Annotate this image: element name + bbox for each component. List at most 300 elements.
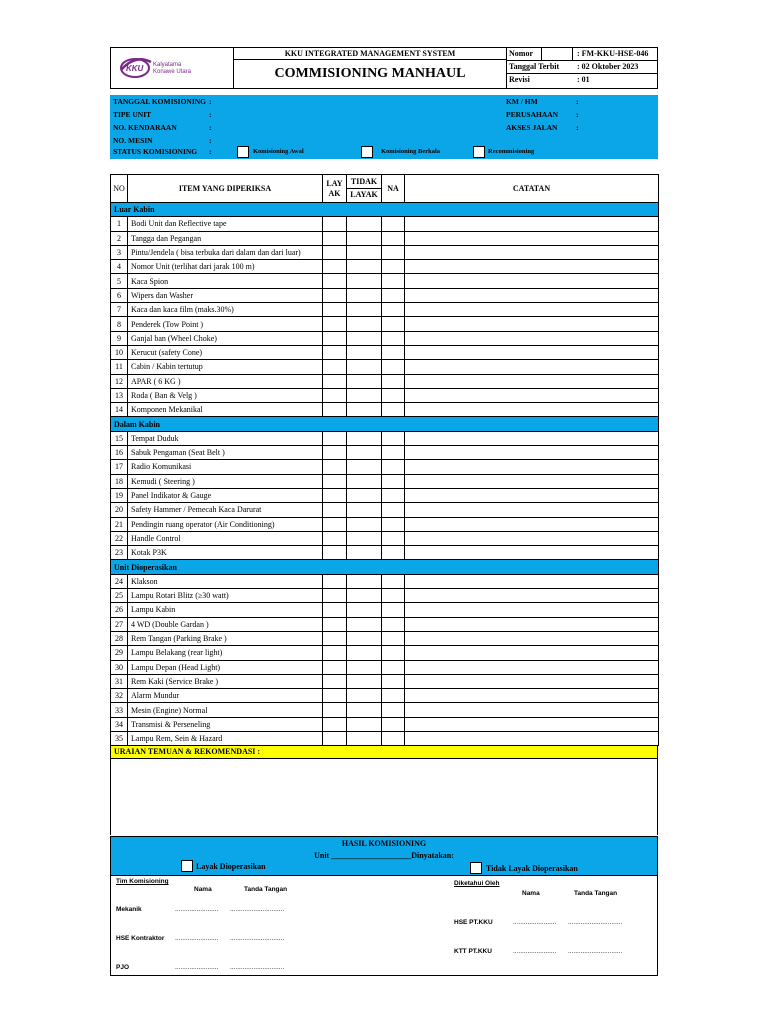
tidak-layak-cell[interactable] — [347, 531, 382, 545]
doc-title: COMMISIONING MANHAUL — [274, 66, 466, 81]
item-number: 17 — [111, 460, 128, 474]
sig-right-title: Diketahui Oleh — [454, 880, 500, 887]
catatan-cell[interactable] — [405, 474, 659, 488]
tidak-layak-cell[interactable] — [347, 574, 382, 588]
layak-cell[interactable] — [323, 331, 347, 345]
sig-left-title: Tim Komisioning — [116, 878, 169, 885]
na-cell[interactable] — [382, 460, 405, 474]
catatan-cell[interactable] — [405, 660, 659, 674]
table-row — [111, 646, 659, 660]
na-cell[interactable] — [382, 446, 405, 460]
status-awal-label: Komisioning Awal — [253, 148, 304, 155]
catatan-cell[interactable] — [405, 288, 659, 302]
catatan-cell[interactable] — [405, 674, 659, 688]
checklist-container — [110, 174, 658, 835]
sig-mekanik-name[interactable]: ........................ — [175, 906, 219, 913]
layak-cell[interactable] — [323, 360, 347, 374]
tidak-layak-cell[interactable] — [347, 474, 382, 488]
item-text: Cabin / Kabin tertutup — [128, 360, 323, 374]
item-text: Rem Kaki (Service Brake ) — [128, 674, 323, 688]
sig-hse-kku-label: HSE PT.KKU — [454, 919, 493, 926]
na-cell[interactable] — [382, 603, 405, 617]
item-text: Kerucut (safety Cone) — [128, 345, 323, 359]
na-cell[interactable] — [382, 474, 405, 488]
na-cell[interactable] — [382, 331, 405, 345]
sig-ktt-kku-sign[interactable]: .............................. — [568, 948, 623, 955]
item-number: 19 — [111, 488, 128, 502]
table-row — [111, 617, 659, 631]
layak-cell[interactable] — [323, 245, 347, 259]
layak-cell[interactable] — [323, 603, 347, 617]
item-number: 9 — [111, 331, 128, 345]
layak-cell[interactable] — [323, 631, 347, 645]
layak-cell[interactable] — [323, 474, 347, 488]
layak-cell[interactable] — [323, 460, 347, 474]
info-status-row: STATUS KOMISIONING : Komisioning Awal Komisioning Berkala Recommisioning — [113, 147, 535, 156]
na-cell[interactable] — [382, 288, 405, 302]
meta-nomor-label: Nomor — [509, 49, 533, 58]
layak-cell[interactable] — [323, 617, 347, 631]
item-number: 11 — [111, 360, 128, 374]
na-cell[interactable] — [382, 717, 405, 731]
tidak-layak-cell[interactable] — [347, 631, 382, 645]
col-na-header: NA — [382, 175, 405, 203]
table-row — [111, 231, 659, 245]
item-text: Roda ( Ban & Velg ) — [128, 388, 323, 402]
catatan-cell[interactable] — [405, 546, 659, 560]
meta-revisi-value: : 01 — [577, 75, 590, 84]
sig-ktt-kku-name[interactable]: ........................ — [513, 948, 557, 955]
item-text: Bodi Unit dan Reflective tape — [128, 217, 323, 231]
table-row — [111, 674, 659, 688]
section-title: Dalam Kabin — [111, 417, 659, 431]
table-row — [111, 731, 659, 745]
table-row — [111, 274, 659, 288]
catatan-cell[interactable] — [405, 603, 659, 617]
checklist-body — [111, 203, 659, 746]
item-number: 29 — [111, 646, 128, 660]
layak-cell[interactable] — [323, 674, 347, 688]
item-number: 7 — [111, 303, 128, 317]
item-number: 27 — [111, 617, 128, 631]
sig-mekanik-sign[interactable]: .............................. — [230, 906, 285, 913]
layak-cell[interactable] — [323, 431, 347, 445]
na-cell[interactable] — [382, 374, 405, 388]
item-number: 26 — [111, 603, 128, 617]
tidak-layak-cell[interactable] — [347, 403, 382, 417]
section-title: Luar Kabin — [111, 203, 659, 217]
table-row — [111, 431, 659, 445]
na-cell[interactable] — [382, 274, 405, 288]
layak-cell[interactable] — [323, 574, 347, 588]
na-cell[interactable] — [382, 631, 405, 645]
layak-cell[interactable] — [323, 488, 347, 502]
item-text: Sabuk Pengaman (Seat Belt ) — [128, 446, 323, 460]
catatan-cell[interactable] — [405, 589, 659, 603]
na-cell[interactable] — [382, 517, 405, 531]
layak-cell[interactable] — [323, 388, 347, 402]
tidak-layak-cell[interactable] — [347, 603, 382, 617]
na-cell[interactable] — [382, 231, 405, 245]
tidak-layak-cell[interactable] — [347, 617, 382, 631]
tidak-layak-cell[interactable] — [347, 431, 382, 445]
na-cell[interactable] — [382, 703, 405, 717]
layak-cell[interactable] — [323, 446, 347, 460]
meta-revisi-label: Revisi — [509, 75, 530, 84]
table-row — [111, 260, 659, 274]
tidak-layak-cell[interactable] — [347, 546, 382, 560]
item-number: 13 — [111, 388, 128, 402]
table-row — [111, 603, 659, 617]
tidak-layak-cell[interactable] — [347, 345, 382, 359]
item-text: Tempat Duduk — [128, 431, 323, 445]
item-number: 35 — [111, 731, 128, 745]
tidak-layak-cell[interactable] — [347, 731, 382, 745]
na-cell[interactable] — [382, 488, 405, 502]
section-row — [111, 417, 659, 431]
item-text: Safety Hammer / Pemecah Kaca Darurat — [128, 503, 323, 517]
svg-text:KKU: KKU — [126, 64, 144, 73]
na-cell[interactable] — [382, 403, 405, 417]
sig-mekanik-label: Mekanik — [116, 906, 142, 913]
table-row — [111, 288, 659, 302]
info-left: TANGGAL KOMISIONING : TIPE UNIT : NO. KENDARAAN : NO. MESIN : — [113, 97, 212, 145]
sig-right-col-sign: Tanda Tangan — [574, 890, 618, 897]
layak-cell[interactable] — [323, 274, 347, 288]
tidak-layak-cell[interactable] — [347, 374, 382, 388]
item-number: 10 — [111, 345, 128, 359]
table-row — [111, 517, 659, 531]
layak-cell[interactable] — [323, 689, 347, 703]
status-awal-checkbox[interactable] — [237, 146, 249, 158]
item-text: Tangga dan Pegangan — [128, 231, 323, 245]
na-cell[interactable] — [382, 731, 405, 745]
system-title: KKU INTEGRATED MANAGEMENT SYSTEM — [284, 49, 456, 58]
na-cell[interactable] — [382, 260, 405, 274]
catatan-cell[interactable] — [405, 260, 659, 274]
sig-left-col-name: Nama — [194, 886, 212, 893]
layak-cell[interactable] — [323, 260, 347, 274]
tidak-layak-cell[interactable] — [347, 646, 382, 660]
result-block — [110, 836, 658, 876]
na-cell[interactable] — [382, 574, 405, 588]
company-logo-icon — [113, 48, 233, 88]
catatan-cell[interactable] — [405, 231, 659, 245]
status-berkala-checkbox[interactable] — [361, 146, 373, 158]
tidak-layak-cell[interactable] — [347, 317, 382, 331]
sig-hse-kku-name[interactable]: ........................ — [513, 919, 557, 926]
catatan-cell[interactable] — [405, 646, 659, 660]
table-row — [111, 446, 659, 460]
na-cell[interactable] — [382, 360, 405, 374]
na-cell[interactable] — [382, 589, 405, 603]
catatan-cell[interactable] — [405, 317, 659, 331]
catatan-cell[interactable] — [405, 403, 659, 417]
item-text: Lampu Depan (Head Light) — [128, 660, 323, 674]
sig-pjo-name[interactable]: ........................ — [175, 964, 219, 971]
tidak-layak-cell[interactable] — [347, 460, 382, 474]
layak-cell[interactable] — [323, 731, 347, 745]
na-cell[interactable] — [382, 388, 405, 402]
tidak-layak-cell[interactable] — [347, 660, 382, 674]
layak-cell[interactable] — [323, 217, 347, 231]
system-title-cell — [234, 48, 507, 60]
info-km-label: KM / HM — [506, 97, 538, 106]
info-mesin-label: NO. MESIN — [113, 136, 153, 145]
findings-textarea[interactable] — [110, 759, 658, 835]
catatan-cell[interactable] — [405, 488, 659, 502]
sig-pjo-label: PJO — [116, 964, 130, 971]
item-number: 21 — [111, 517, 128, 531]
sig-hse-kontraktor-sign[interactable]: .............................. — [230, 935, 285, 942]
item-text: Rem Tangan (Parking Brake ) — [128, 631, 323, 645]
findings-header — [110, 746, 658, 759]
na-cell[interactable] — [382, 303, 405, 317]
sig-right-col-name: Nama — [522, 890, 540, 897]
info-tanggal-label: TANGGAL KOMISIONING — [113, 97, 206, 106]
table-row — [111, 689, 659, 703]
info-status-label: STATUS KOMISIONING — [113, 147, 198, 156]
tidak-layak-cell[interactable] — [347, 231, 382, 245]
catatan-cell[interactable] — [405, 460, 659, 474]
tidak-layak-cell[interactable] — [347, 217, 382, 231]
item-number: 8 — [111, 317, 128, 331]
item-number: 2 — [111, 231, 128, 245]
tidak-layak-cell[interactable] — [347, 288, 382, 302]
catatan-cell[interactable] — [405, 446, 659, 460]
item-number: 12 — [111, 374, 128, 388]
sig-pjo-sign[interactable]: .............................. — [230, 964, 285, 971]
catatan-cell[interactable] — [405, 503, 659, 517]
item-number: 33 — [111, 703, 128, 717]
catatan-cell[interactable] — [405, 360, 659, 374]
item-text: Pintu/Jendela ( bisa terbuka dari dalam dan dari luar) — [128, 245, 323, 259]
checklist-table — [110, 174, 659, 746]
result-tidak-layak-checkbox[interactable] — [470, 862, 482, 874]
col-item-header: ITEM YANG DIPERIKSA — [128, 175, 323, 203]
catatan-cell[interactable] — [405, 374, 659, 388]
layak-cell[interactable] — [323, 531, 347, 545]
meta-tanggal-value: : 02 Oktober 2023 — [577, 62, 639, 71]
tidak-layak-cell[interactable] — [347, 360, 382, 374]
item-text: Alarm Mundur — [128, 689, 323, 703]
na-cell[interactable] — [382, 674, 405, 688]
table-row — [111, 374, 659, 388]
na-cell[interactable] — [382, 660, 405, 674]
sig-ktt-kku-label: KTT PT.KKU — [454, 948, 492, 955]
catatan-cell[interactable] — [405, 617, 659, 631]
layak-cell[interactable] — [323, 403, 347, 417]
layak-cell[interactable] — [323, 717, 347, 731]
result-layak-label: Layak Dioperasikan — [196, 862, 266, 871]
result-tidak-layak-label: Tidak Layak Dioperasikan — [486, 864, 578, 873]
catatan-cell[interactable] — [405, 345, 659, 359]
catatan-cell[interactable] — [405, 703, 659, 717]
na-cell[interactable] — [382, 431, 405, 445]
catatan-cell[interactable] — [405, 731, 659, 745]
tidak-layak-cell[interactable] — [347, 589, 382, 603]
info-perusahaan-label: PERUSAHAAN — [506, 110, 559, 119]
item-text: Nomor Unit (terlihat dari jarak 100 m) — [128, 260, 323, 274]
item-number: 4 — [111, 260, 128, 274]
catatan-cell[interactable] — [405, 689, 659, 703]
sig-left-col-sign: Tanda Tangan — [244, 886, 288, 893]
catatan-cell[interactable] — [405, 631, 659, 645]
table-row — [111, 360, 659, 374]
item-number: 32 — [111, 689, 128, 703]
item-text: Pendingin ruang operator (Air Conditioning) — [128, 517, 323, 531]
item-text: APAR ( 6 KG ) — [128, 374, 323, 388]
table-row — [111, 488, 659, 502]
layak-cell[interactable] — [323, 703, 347, 717]
layak-cell[interactable] — [323, 517, 347, 531]
table-row — [111, 546, 659, 560]
company-sub: Konawe Utara — [153, 69, 192, 75]
table-row — [111, 388, 659, 402]
table-row — [111, 403, 659, 417]
item-text: Transmisi & Perseneling — [128, 717, 323, 731]
section-title: Unit Dioperasikan — [111, 560, 659, 574]
tidak-layak-cell[interactable] — [347, 674, 382, 688]
item-text: Handle Control — [128, 531, 323, 545]
tidak-layak-cell[interactable] — [347, 703, 382, 717]
tidak-layak-cell[interactable] — [347, 517, 382, 531]
na-cell[interactable] — [382, 245, 405, 259]
catatan-cell[interactable] — [405, 217, 659, 231]
doc-title-cell — [234, 60, 507, 88]
catatan-cell[interactable] — [405, 388, 659, 402]
table-row — [111, 345, 659, 359]
layak-cell[interactable] — [323, 288, 347, 302]
layak-cell[interactable] — [323, 660, 347, 674]
catatan-cell[interactable] — [405, 431, 659, 445]
table-row — [111, 303, 659, 317]
catatan-cell[interactable] — [405, 517, 659, 531]
document-header — [110, 47, 658, 89]
tidak-layak-cell[interactable] — [347, 503, 382, 517]
layak-cell[interactable] — [323, 374, 347, 388]
layak-cell[interactable] — [323, 303, 347, 317]
info-akses-label: AKSES JALAN — [506, 123, 558, 132]
item-text: Kemudi ( Steering ) — [128, 474, 323, 488]
item-number: 20 — [111, 503, 128, 517]
item-number: 24 — [111, 574, 128, 588]
status-recommisioning-checkbox[interactable] — [473, 146, 485, 158]
table-row — [111, 331, 659, 345]
col-catatan-header: CATATAN — [405, 175, 659, 203]
table-row — [111, 574, 659, 588]
sig-hse-kontraktor-name[interactable]: ........................ — [175, 935, 219, 942]
item-number: 5 — [111, 274, 128, 288]
tidak-layak-cell[interactable] — [347, 689, 382, 703]
item-number: 6 — [111, 288, 128, 302]
table-row — [111, 317, 659, 331]
section-row — [111, 203, 659, 217]
item-text: Kaca Spion — [128, 274, 323, 288]
item-text: Klakson — [128, 574, 323, 588]
item-text: Penderek (Tow Point ) — [128, 317, 323, 331]
item-number: 3 — [111, 245, 128, 259]
na-cell[interactable] — [382, 531, 405, 545]
item-number: 34 — [111, 717, 128, 731]
catatan-cell[interactable] — [405, 531, 659, 545]
item-text: Mesin (Engine) Normal — [128, 703, 323, 717]
item-text: Kaca dan kaca film (maks.30%) — [128, 303, 323, 317]
meta-tanggal-label: Tanggal Terbit — [509, 62, 560, 71]
col-layak-header: LAY AK — [323, 175, 347, 203]
logo-cell — [111, 48, 234, 88]
item-number: 25 — [111, 589, 128, 603]
catatan-cell[interactable] — [405, 717, 659, 731]
tidak-layak-cell[interactable] — [347, 388, 382, 402]
layak-cell[interactable] — [323, 503, 347, 517]
na-cell[interactable] — [382, 646, 405, 660]
na-cell[interactable] — [382, 617, 405, 631]
na-cell[interactable] — [382, 546, 405, 560]
layak-cell[interactable] — [323, 231, 347, 245]
layak-cell[interactable] — [323, 546, 347, 560]
layak-cell[interactable] — [323, 646, 347, 660]
item-text: Komponen Mekanikal — [128, 403, 323, 417]
table-row — [111, 460, 659, 474]
layak-cell[interactable] — [323, 317, 347, 331]
tidak-layak-cell[interactable] — [347, 260, 382, 274]
item-number: 14 — [111, 403, 128, 417]
catatan-cell[interactable] — [405, 274, 659, 288]
info-kendaraan-label: NO. KENDARAAN — [113, 123, 177, 132]
status-recommisioning-label: Recommisioning — [488, 148, 535, 155]
catatan-cell[interactable] — [405, 303, 659, 317]
item-number: 23 — [111, 546, 128, 560]
findings-title: URAIAN TEMUAN & REKOMENDASI : — [114, 747, 261, 757]
item-text: 4 WD (Double Gardan ) — [128, 617, 323, 631]
item-text: Lampu Rem, Sein & Hazard — [128, 731, 323, 745]
na-cell[interactable] — [382, 503, 405, 517]
item-text: Lampu Rotari Blitz (≥30 watt) — [128, 589, 323, 603]
item-number: 31 — [111, 674, 128, 688]
na-cell[interactable] — [382, 689, 405, 703]
layak-cell[interactable] — [323, 345, 347, 359]
catatan-cell[interactable] — [405, 245, 659, 259]
item-text: Radio Komunikasi — [128, 460, 323, 474]
tidak-layak-cell[interactable] — [347, 446, 382, 460]
catatan-cell[interactable] — [405, 331, 659, 345]
table-row — [111, 660, 659, 674]
na-cell[interactable] — [382, 217, 405, 231]
item-number: 18 — [111, 474, 128, 488]
section-row — [111, 560, 659, 574]
item-text: Lampu Belakang (rear light) — [128, 646, 323, 660]
col-tidak-layak-header: TIDAK LAYAK — [347, 175, 382, 203]
layak-cell[interactable] — [323, 589, 347, 603]
tidak-layak-cell[interactable] — [347, 245, 382, 259]
tidak-layak-cell[interactable] — [347, 303, 382, 317]
tidak-layak-cell[interactable] — [347, 717, 382, 731]
result-layak-checkbox[interactable] — [181, 860, 193, 872]
tidak-layak-cell[interactable] — [347, 488, 382, 502]
meta-nomor-value: : FM-KKU-HSE-046 — [577, 49, 649, 58]
na-cell[interactable] — [382, 345, 405, 359]
table-header-row — [111, 175, 659, 203]
tidak-layak-cell[interactable] — [347, 274, 382, 288]
catatan-cell[interactable] — [405, 574, 659, 588]
item-number: 30 — [111, 660, 128, 674]
na-cell[interactable] — [382, 317, 405, 331]
sig-hse-kku-sign[interactable]: .............................. — [568, 919, 623, 926]
tidak-layak-cell[interactable] — [347, 331, 382, 345]
info-block — [110, 95, 658, 159]
table-row — [111, 631, 659, 645]
